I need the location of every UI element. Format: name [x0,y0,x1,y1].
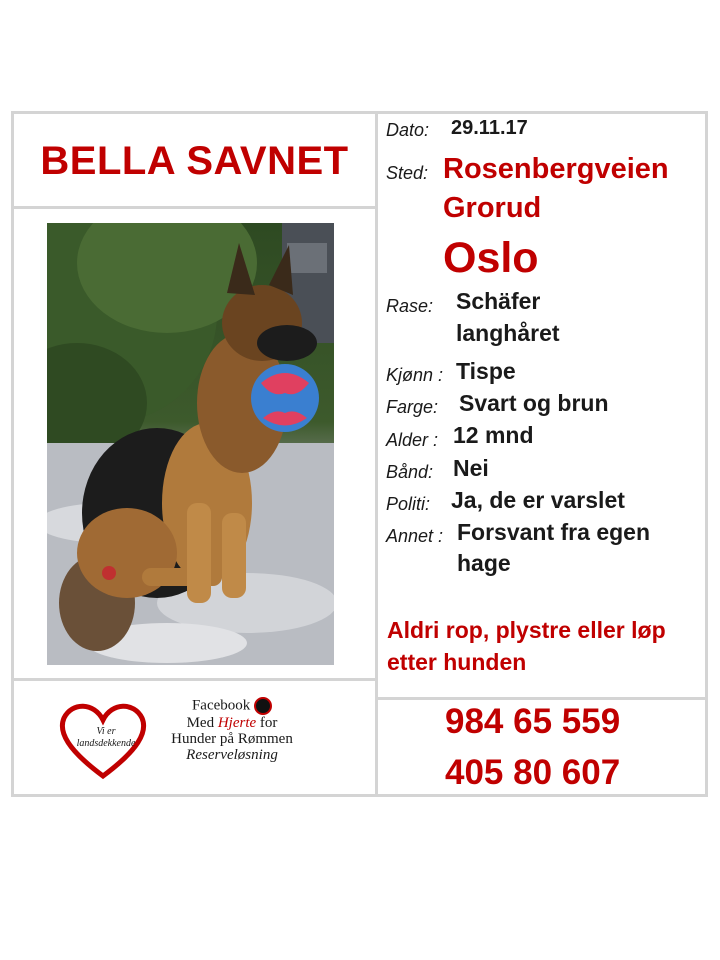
place-city: Oslo [443,234,539,282]
age-label: Alder : [386,430,439,450]
phone-number-2[interactable]: 405 80 607 [445,753,621,792]
column-divider [375,111,378,797]
warning-line-2: etter hunden [387,649,527,675]
poster-title: BELLA SAVNET [40,138,349,183]
place-label: Sted: [386,163,429,183]
organization-logo [14,681,375,794]
breed-label: Rase: [386,296,434,316]
color-value: Svart og brun [459,390,609,416]
logo-hjerte: Hjerte [217,715,257,731]
logo-line-2-suffix: for [256,715,278,731]
police-value: Ja, de er varslet [451,487,625,513]
logo-line-2-prefix: Med [186,715,218,731]
age-value: 12 mnd [453,422,534,448]
place-street: Rosenbergveien [443,153,669,185]
other-label: Annet : [386,526,444,546]
warning-line-1: Aldri rop, plystre eller løp [387,617,666,643]
sex-label: Kjønn : [386,365,444,385]
sex-value: Tispe [456,358,516,384]
date-label: Dato: [386,120,430,140]
leash-label: Bånd: [386,462,434,482]
police-label: Politi: [386,494,431,514]
other-value-1: Forsvant fra egen [457,519,650,545]
logo-facebook: Facebook [191,697,251,714]
logo-line-4: Reserveløsning [186,747,278,763]
other-value-2: hage [457,550,511,576]
heart-text [76,726,136,750]
place-district: Grorud [443,192,542,224]
heart-text-line-2: landsdekkende [76,738,136,749]
heart-text-line-1: Vi er [96,726,116,737]
logo-line-3: Hunder på Rømmen [171,731,293,747]
color-label: Farge: [386,397,439,417]
date-value: 29.11.17 [451,117,528,139]
dog-illustration [47,223,334,665]
logo-text [142,697,322,763]
dog-photo [47,223,334,665]
info-divider [378,697,705,700]
leash-value: Nei [453,455,489,481]
paw-icon [254,697,272,715]
phone-number-1[interactable]: 984 65 559 [445,702,621,741]
breed-value-2: langhåret [456,320,560,346]
breed-value-1: Schäfer [456,288,541,314]
warning-text [387,614,705,678]
